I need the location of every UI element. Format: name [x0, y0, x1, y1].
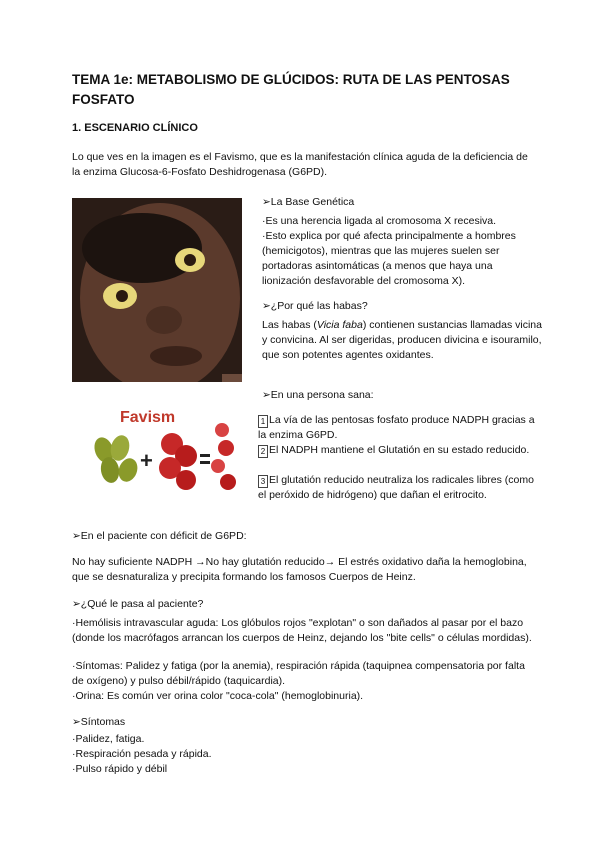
- intro-paragraph: Lo que ves en la imagen es el Favismo, que es la manifestación clínica aguda de la deficiencia de la enzima Glucosa-6-Fosfato Deshidrogenasa (G6PD).: [72, 151, 528, 178]
- sintomas-line: ·Pulso rápido y débil: [72, 763, 168, 775]
- patient-photo: [72, 198, 242, 382]
- habas-paragraph: Las habas (Vicia faba) contienen sustancias llamadas vicina y convicina. Al ser digeridas, producen divicina e isouramilo, que son potentes agentes oxidantes.: [262, 319, 542, 361]
- sana-item: 1 La vía de las pentosas fosfato produce NADPH gracias a la enzima G6PD.: [258, 414, 535, 441]
- genetic-heading: ➢La Base Genética: [262, 196, 355, 208]
- sintomas-line: ·Respiración pesada y rápida.: [72, 748, 212, 760]
- sintomas-heading: ➢Síntomas: [72, 716, 126, 728]
- sana-heading: ➢En una persona sana:: [262, 389, 374, 401]
- paciente-line: ·Hemólisis intravascular aguda: Los glóbulos rojos "explotan" o son dañados al pasar por el bazo (donde los macrófagos arrancan los cuerpos de Heinz, dejando los "bite cells" o células mordidas).: [72, 617, 532, 644]
- paciente-heading: ➢¿Qué le pasa al paciente?: [72, 598, 204, 610]
- svg-text:+: +: [140, 448, 153, 473]
- sana-item: 3 El glutatión reducido neutraliza los radicales libres (como el peróxido de hidrógeno) que dañan el eritrocito.: [258, 474, 534, 501]
- paciente-line: ·Orina: Es común ver orina color "coca-cola" (hemoglobinuria).: [72, 690, 364, 702]
- genetic-line: ·Es una herencia ligada al cromosoma X recesiva.: [262, 215, 497, 227]
- sintomas-line: ·Palidez, fatiga.: [72, 733, 145, 745]
- paciente-line: ·Síntomas: Palidez y fatiga (por la anemia), respiración rápida (taquipnea compensatoria por falta de oxígeno) y pulso débil/rápido (taquicardia).: [72, 660, 525, 687]
- favism-label: Favism: [120, 409, 176, 426]
- section-heading: 1. ESCENARIO CLÍNICO: [72, 122, 198, 134]
- genetic-line: ·Esto explica por qué afecta principalmente a hombres (hemicigotos), mientras que las mujeres suelen ser portadoras asintomáticas (a menos que haya una lionización desfavorable del cromosoma X).: [262, 230, 516, 287]
- favism-illustration: [90, 400, 238, 496]
- page-title: TEMA 1e: METABOLISMO DE GLÚCIDOS: RUTA DE LAS PENTOSAS FOSFATO: [72, 72, 510, 107]
- sana-item: 2 El NADPH mantiene el Glutatión en su estado reducido.: [258, 443, 543, 458]
- deficit-heading: ➢En el paciente con déficit de G6PD:: [72, 530, 247, 542]
- deficit-paragraph: No hay suficiente NADPH →No hay glutatión reducido→ El estrés oxidativo daña la hemoglobina, que se desnaturaliza y precipita formando los famosos Cuerpos de Heinz.: [72, 556, 527, 583]
- habas-heading: ➢¿Por qué las habas?: [262, 300, 368, 312]
